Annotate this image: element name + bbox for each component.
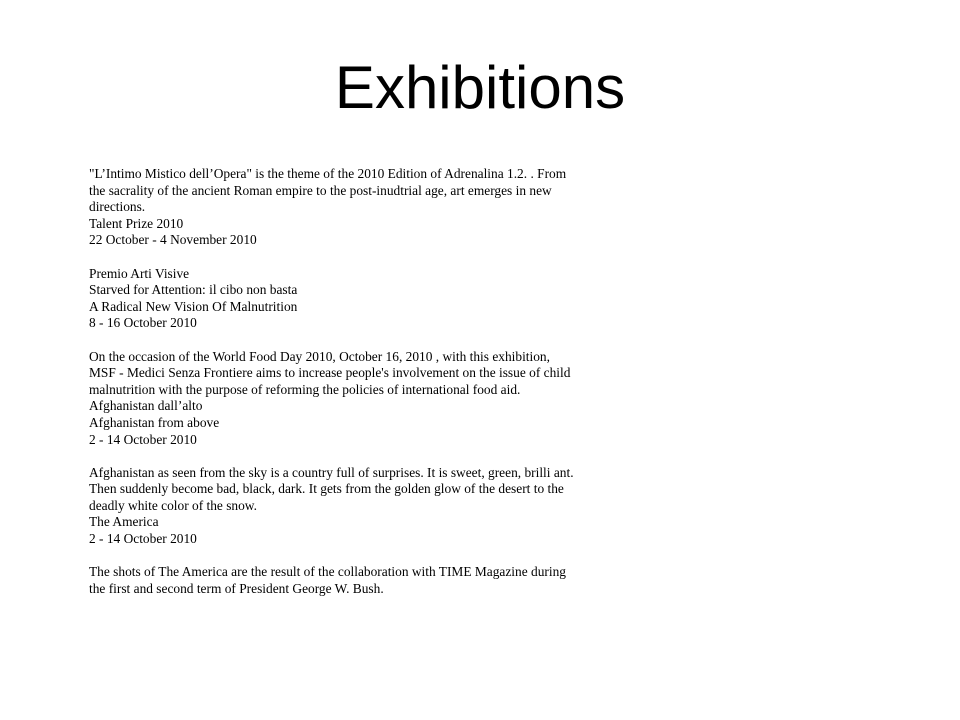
text-line: the first and second term of President George W. Bush.: [89, 580, 384, 596]
text-line: The shots of The America are the result of the collaboration with TIME Magazine during: [89, 564, 566, 580]
text-line: Afghanistan from above: [89, 414, 220, 430]
paragraph-adrenalina: [89, 166, 649, 249]
paragraph-world-food-day: [89, 349, 649, 449]
text-line: Premio Arti Visive: [89, 265, 190, 281]
text-line: On the occasion of the World Food Day 2010, October 16, 2010 , with this exhibition,: [89, 348, 550, 364]
paragraph-spacer: [89, 548, 649, 565]
paragraph-premio-arti-visive: [89, 266, 649, 332]
text-line: 8 - 16 October 2010: [89, 315, 197, 331]
text-line: 22 October - 4 November 2010: [89, 232, 257, 248]
paragraph-the-america: [89, 564, 649, 597]
paragraph-spacer: [89, 249, 649, 266]
text-line: MSF - Medici Senza Frontiere aims to increase people's involvement on the issue of child: [89, 365, 571, 381]
text-line: 2 - 14 October 2010: [89, 531, 197, 547]
text-line: the sacrality of the ancient Roman empire to the post-inudtrial age, art emerges in new: [89, 182, 552, 198]
text-line: "L’Intimo Mistico dell’Opera" is the theme of the 2010 Edition of Adrenalina 1.2. . From: [89, 166, 567, 181]
text-line: A Radical New Vision Of Malnutrition: [89, 298, 298, 314]
text-line: Starved for Attention: il cibo non basta: [89, 282, 298, 298]
text-line: deadly white color of the snow.: [89, 497, 257, 513]
paragraph-spacer: [89, 448, 649, 465]
paragraph-spacer: [89, 332, 649, 349]
slide-body-text: [89, 166, 649, 597]
text-line: Then suddenly become bad, black, dark. It gets from the golden glow of the desert to the: [89, 481, 564, 497]
text-line: directions.: [89, 199, 146, 215]
text-line: malnutrition with the purpose of reforming the policies of international food aid.: [89, 381, 521, 397]
text-line: The America: [89, 514, 159, 530]
text-line: Afghanistan dall’alto: [89, 398, 203, 414]
text-line: 2 - 14 October 2010: [89, 431, 197, 447]
text-line: Talent Prize 2010: [89, 215, 184, 231]
slide-title: Exhibitions: [334, 54, 626, 121]
text-line: Afghanistan as seen from the sky is a country full of surprises. It is sweet, green, brilli ant.: [89, 464, 574, 480]
paragraph-afghanistan: [89, 465, 649, 548]
